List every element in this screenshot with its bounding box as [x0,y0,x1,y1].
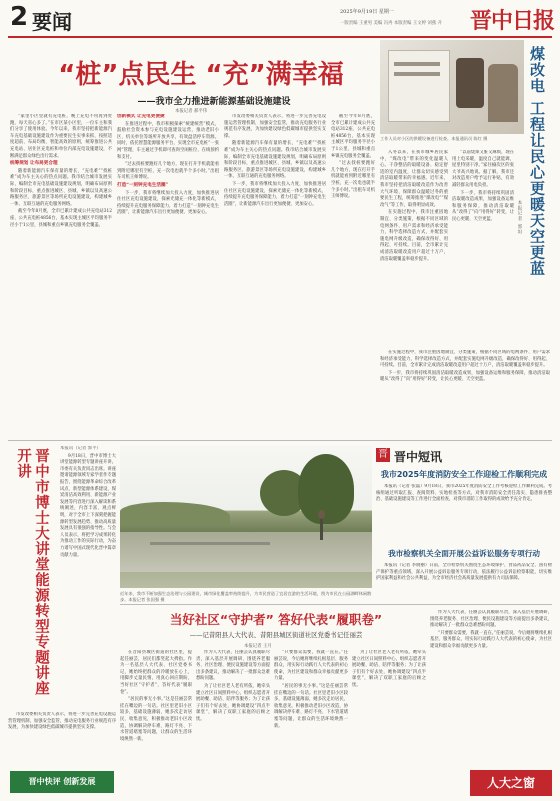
brief-item-1-title: 我市2025年度消防安全工作迎检工作顺利完成 [380,470,548,479]
coal-byline: 本报记者 郭坦 [517,200,522,235]
coal-col-2 [452,150,514,348]
coal-col-1 [380,150,448,348]
side-text-bottom [8,712,116,762]
header-rule [8,36,552,38]
divider [8,440,552,441]
section-title: 要闻 [32,10,72,34]
community-para: 在昔阳县城区街道的社区里，提起任丽芸，居民们都竖起大拇指。作为一名基层人大代表、社区党委书记，她始终把群众的冷暖放在心上，用脚步丈量民情，用真心回应期盼，当好社区“守护者”，答好代表“履职卷”。 [120,650,192,695]
lead-para: “家里小区里就有充电桩，晚上充电不用再到处跑，每天省心多了。”在市区某小区里，一位车主和我们分享了使用体验。今年以来，我市坚持把新能源汽车充电基础设施建设作为重要民生实事来抓，按照适度超前、布局均衡、智能高效的原则，统筹推进公共充电站、居住区充电桩和单位内部充电设施建设，不断满足群众绿色出行需求。 [10,114,112,159]
lead-para: 截至今年8月底，全市已累计建成公共充电站312座、公共充电桩4856台，基本实现主城区平均服务半径小于1公里，县城和重点乡镇充电服务全覆盖。 [331,114,375,159]
community-para: “只要群众需要，我就一直在。”任丽芸说，今后她将继续扎根基层、服务群众，用实际行动践行人大代表的初心使命，为社区建设和群众幸福贡献更多力量。 [274,650,348,682]
community-para: “只要群众需要，我就一直在。”任丽芸说，今后她将继续扎根基层、服务群众，用实际行动践行人大代表的初心使命，为社区建设和群众幸福贡献更多力量。 [430,630,552,649]
lead-subhead: 统筹规划 让布局更合理 [10,161,58,167]
side-title: 晋中市博士大讲堂能源转型专题讲座开讲 [15,448,49,696]
lead-para: 下一步，我市将继续加大投入力度，加快推进居住社区充电设施建设，探索光储充一体化等新模式，持续提升充电服务保障能力，着力打造“一刻钟充电生活圈”，让新能源汽车出行更加便捷、更加安心。 [117,190,219,216]
lead-col-1 [10,114,112,436]
lead-para: 市发改委相关负责人表示，将进一步完善充电设施运营管理机制，加强安全监管，推动充电服务行业规范有序发展，为加快建设绿色低碳城市提供坚实支撑。 [224,114,326,139]
community-para: 作为人大代表，任丽芸认真履职尽责，深入基层开展调研，围绕养老服务、社区治理、便民设施建设等方面提出多条建议，推动解决了一批群众急难愁盼问题。 [430,610,552,629]
coal-para: 在实施过程中，我市注重因地制宜、分类施策，根据不同区域的电网条件、用户需求和经济承受能力，科学选择改造方式，并配套实施电网升级改造，确保改得好、用得起、可持续。目前，全市累计完成清洁取暖改造用户超过十万户，清洁取暖覆盖率稳步提升。 [380,210,448,262]
lead-subhead: 打造“一刻钟充电生活圈” [117,182,169,188]
brief-para: 本报讯（记者 李晓丽）日前，全市检察机关围绕生态环境保护、食品药品安全、国有财产保护等重点领域，深入开展公益诉讼服务专项行动，依法履行公益诉讼检察职能，切实维护国家利益和社会公共利益，为全市经济社会高质量发展提供有力司法保障。 [376,563,552,582]
date-line: 2025年9月19日 星期一 [340,9,394,15]
side-para: 市发改委相关负责人表示，将进一步完善充电设施运营管理机制，加强安全监管，推动充电服务行业规范有序发展，为加快建设绿色低碳城市提供坚实支撑。 [8,712,116,731]
coal-col-3 [380,350,550,436]
lead-col-3 [224,114,326,436]
lead-title: “桩”点民生 “充”满幸福 [58,60,344,90]
editor-line: 一版责编 王重男 美编 冯冉 本版责编 王文婷 刘燕 开 [340,21,442,26]
coal-para: 在实施过程中，我市注重因地制宜、分类施策，根据不同区域的电网条件、用户需求和经济承受能力，科学选择改造方式，并配套实施电网升级改造，确保改得好、用得起、可持续。目前，全市累计完成清洁取暖改造用户超过十万户，清洁取暖覆盖率稳步提升。 [380,350,550,369]
brief-icon: 晋 [378,449,388,460]
coal-para: 入冬以来，在我市城乡居民家中，“煤改电”带来的变化温暖人心。干净整洁的取暖设备、稳定舒适的室内温度，让群众切实感受到清洁取暖带来的幸福感。近年来，我市坚持把清洁取暖改造作为改善大气环境、保障群众温暖过冬的重要民生工程，统筹推进“煤改电”“煤改气”等工作，取得明显成效。 [380,150,448,208]
community-col-2 [196,650,270,796]
coal-photo [380,40,524,134]
lead-para: 随着新能源汽车保有量的增长，“充电难”“找桩难”成为车主关心的热点问题。我市结合城市发展实际，编制全市充电基础设施建设规划，明确布局原则和阶段目标，重点推进城区、县城、乡镇以及高速公路服务区、旅游景区等场所充电设施建设，构建城乡一体、互联互通的充电服务网络。 [10,168,112,207]
lead-col-2 [117,114,219,436]
brief-item-1-body [376,484,552,546]
community-col-1 [120,650,192,796]
community-byline: 本报记者 王月 [244,644,272,649]
community-para: 为了让社区老人老有所依，她牵头建立社区日间照料中心，组织志愿者开展助餐、助洁、陪伴等服务；为了让孩子们有个好去处，她协调建设“四点半课堂”，解决了双职工家庭的后顾之忧。 [352,650,426,688]
coal-para: “以前烧煤又脏又麻烦，现在用上电采暖，温度自己就能调，屋里特别干净。”家住榆次区的张大爷高兴地说。据了解，我市还对改造用户给予运行补贴，有效减轻群众用电负担。 [452,150,514,188]
page-header [0,0,560,38]
brief-para: 本报讯（记者 张磊）9月18日，我市2025年度消防安全工作考核迎检工作顺利完成。考核组通过听取汇报、查阅资料、实地检查等方式，对我市消防安全责任落实、隐患排查整治、基础设施建设等工作进行全面检查，对我市消防工作取得的成效给予充分肯定。 [376,484,552,503]
community-para: “居民的事无小事。”这是任丽芸常挂在嘴边的一句话。社区里老旧小区较多，基础设施薄弱，她多次走访居民、收集意见，积极推动老旧小区改造，协调解决停车难、路灯不亮、下水管道堵塞等问题，让群众的生活环境焕然一新。 [274,683,348,729]
coal-para: 下一步，我市将持续巩固清洁取暖改造成果，加强设备运维和服务保障，推动清洁取暖从“改得了”向“用得好”转变，让民心更暖、天空更蓝。 [452,190,514,222]
community-para: 作为人大代表，任丽芸认真履职尽责，深入基层开展调研，围绕养老服务、社区治理、便民设施建设等方面提出多条建议，推动解决了一批群众急难愁盼问题。 [196,650,270,682]
footer-banner [470,770,552,796]
lead-subtitle: ——我市全力推进新能源基础设施建设 [137,97,291,107]
community-para: 为了让社区老人老有所依，她牵头建立社区日间照料中心，组织志愿者开展助餐、助洁、陪伴等服务；为了让孩子们有个好去处，她协调建设“四点半课堂”，解决了双职工家庭的后顾之忧。 [196,683,270,722]
park-photo-caption: 近年来，我市不断加强生态治理与公园建设，城市绿化覆盖率持续提升，为市民营造了宜居宜游的生活环境，图为市民在公园湖畔休闲散步。本报记者 张国强 摄 [120,591,372,602]
lead-para: “过去找桩要跑好几个地方，现在打开手机就能看到附近哪里有空桩，充一次电也就半个多小时。”出租车司机王师傅说。 [117,162,219,181]
lead-para: 随着新能源汽车保有量的增长，“充电难”“找桩难”成为车主关心的热点问题。我市结合城市发展实际，编制全市充电基础设施建设规划，明确布局原则和阶段目标，重点推进城区、县城、乡镇以及高速公路服务区、旅游景区等场所充电设施建设，构建城乡一体、互联互通的充电服务网络。 [224,141,326,180]
brief-header [376,446,552,466]
masthead: 晋中日报 [470,8,555,34]
page-number: 2 [10,2,29,32]
park-photo [120,446,372,588]
side-badge: 晋中快评 创新发展 [10,771,114,793]
lead-subhead: 创新模式 让充电更便捷 [117,114,165,119]
lead-para: 下一步，我市将继续加大投入力度，加快推进居住社区充电设施建设，探索光储充一体化等新模式，持续提升充电服务保障能力，着力打造“一刻钟充电生活圈”，让新能源汽车出行更加便捷、更加安心。 [224,181,326,207]
community-col-5 [430,610,552,768]
coal-photo-caption: 工作人员对小区的供暖设备进行检查。本报通讯员 陈红 摄 [380,136,488,141]
lead-byline: 本报记者 郝平伟 [175,109,208,114]
lead-para: 在推进过程中，我市积极探索“统建统营”模式，鼓励社会资本参与充电设施建设运营，推动老旧小区、机关单位等场所开放共享，有效盘活停车资源。同时，依托智慧能源服务平台，实现全市充电桩“一张网”管理，车主通过手机即可查询空闲桩位、在线预约和支付。 [117,121,219,160]
brief-item-2-title: 我市检察机关全面开展公益诉讼服务专项行动 [388,549,540,558]
lead-para: “过去找桩要跑好几个地方，现在打开手机就能看到附近哪里有空桩，充一次电也就半个多小时。”出租车司机王师傅说。 [331,161,375,200]
divider [120,604,552,605]
lead-col-4 [331,114,375,436]
community-col-4 [352,650,426,796]
community-title: 当好社区“守护者” 答好代表“履职卷” [169,612,383,627]
coal-para: 下一步，我市将持续巩固清洁取暖改造成果，加强设备运维和服务保障，推动清洁取暖从“改得了”向“用得好”转变，让民心更暖、天空更蓝。 [380,370,550,383]
side-text-top [60,446,116,636]
side-para: 9月18日，晋中市博士大讲堂能源转型专题讲座开讲。市委有关负责同志出席。讲座邀请能源领域专家学者作专题报告，围绕能源革命综合改革试点、新型能源体系建设、煤炭清洁高效利用、新能源产业发展等内容进行深入解读和系统阐述，内容丰富、观点鲜明，对于全市上下深刻把握能源转型发展趋势、推动高质量发展具有很强的指导性。与会人员表示，将把学习成果转化为推动工作的实际行动，为奋力谱写中国式现代化晋中篇章贡献力量。 [60,453,116,558]
brief-item-2-body [376,563,552,603]
community-subtitle: ——记昔阳县人大代表、昔阳县城区街道社区党委书记任丽芸 [189,631,363,639]
brief-section-title: 晋中短讯 [394,450,443,464]
lead-para: 截至今年8月底，全市已累计建成公共充电站312座、公共充电桩4856台，基本实现主城区平均服务半径小于1公里，县城和重点乡镇充电服务全覆盖。 [10,209,112,228]
community-col-3 [274,650,348,796]
community-para: “居民的事无小事。”这是任丽芸常挂在嘴边的一句话。社区里老旧小区较多，基础设施薄弱，她多次走访居民、收集意见，积极推动老旧小区改造，协调解决停车难、路灯不亮、下水管道堵塞等问题，让群众的生活环境焕然一新。 [120,697,192,742]
side-byline: 本报讯（记者 郭平） [60,446,101,451]
banner-label: 人大之窗 [486,776,535,790]
coal-title: 煤改电 工程让民心更暖天空更蓝 [528,46,546,277]
